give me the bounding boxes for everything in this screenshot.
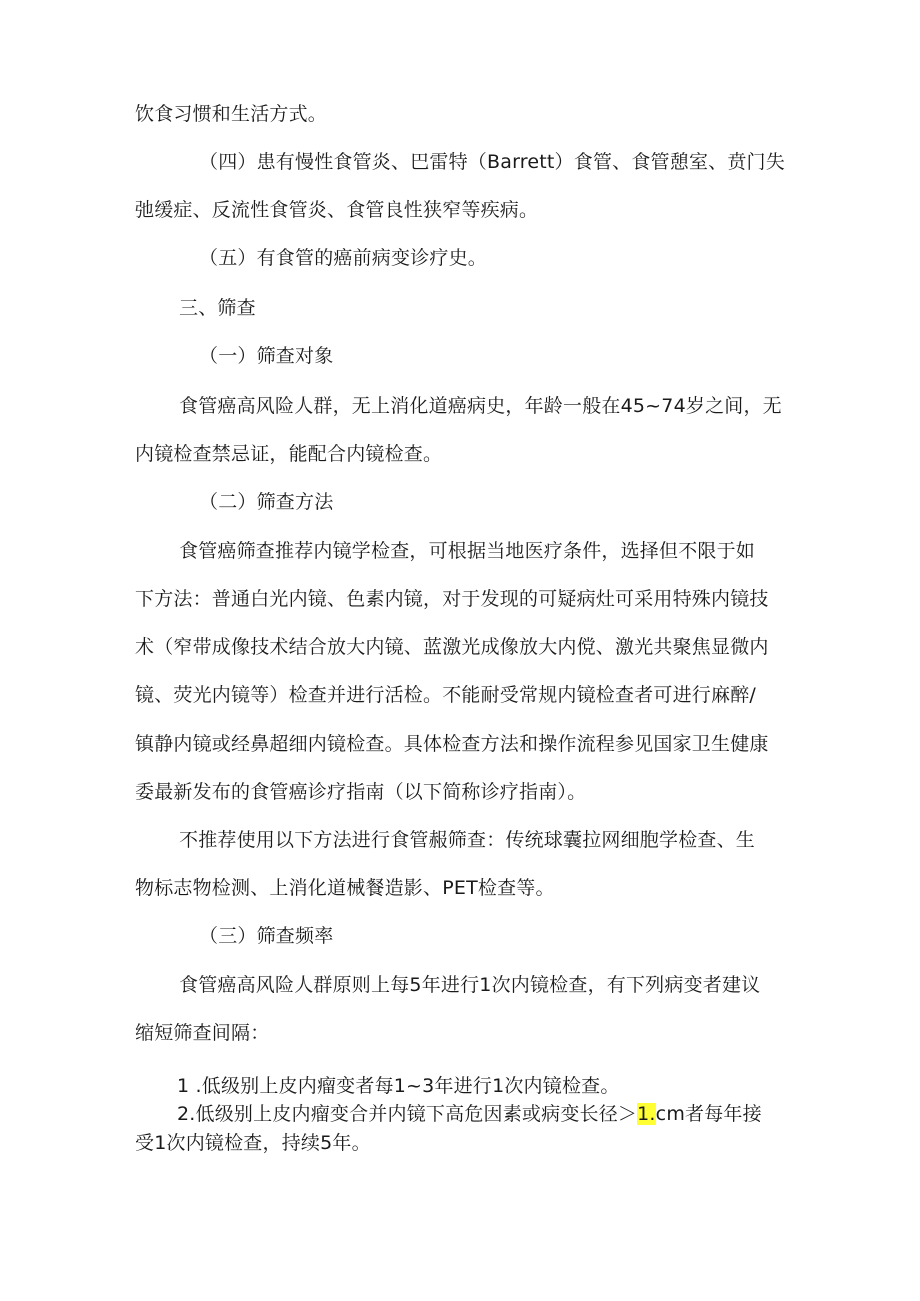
text-line: 委最新发布的食管癌诊疗指南（以下简称诊疗指南）。: [135, 781, 587, 803]
text-line: 食管癌高风险人群，无上消化道癌病史，年龄一般在45~74岁之间，无: [179, 395, 782, 417]
list-item: 1 .低级别上皮内瘤变者每1~3年进行1次内镜检查。: [177, 1075, 620, 1097]
text-line: （五）有食管的癌前病变诊疗史。: [199, 247, 488, 269]
text-line: 受1次内镜检查，持续5年。: [135, 1132, 371, 1154]
highlighted-text: 1.: [637, 1103, 656, 1125]
text-line: 下方法：普通白光内镜、色素内镜，对于发现的可疑病灶可采用特殊内镜技: [135, 588, 769, 610]
list-item: [177, 1101, 762, 1127]
text-line: 内镜检查禁忌证，能配合内镜检查。: [135, 443, 443, 465]
list-item-text: cm者每年接: [655, 1103, 762, 1125]
text-line: 镜、荧光内镜等）检查并进行活检。不能耐受常规内镜检查者可进行麻醉/: [135, 684, 757, 706]
text-line: 物标志物检测、上消化道械餐造影、PET检查等。: [135, 877, 555, 899]
subsection-heading: （二）筛查方法: [199, 491, 334, 513]
section-heading: 三、筛查: [179, 297, 256, 319]
text-line: （四）患有慢性食管炎、巴雷特（Barrett）食管、食管憩室、贲门失: [199, 151, 785, 173]
text-line: 弛缓症、反流性食管炎、食管良性狭窄等疾病。: [135, 199, 539, 221]
text-line: 饮食习惯和生活方式。: [135, 103, 328, 125]
text-line: 食管癌筛查推荐内镜学检查，可根据当地医疗条件，选择但不限于如: [179, 540, 756, 562]
text-line: 不推荐使用以下方法进行食管赧筛查：传统球囊拉网细胞学检查、生: [179, 829, 756, 851]
subsection-heading: （三）筛查频率: [199, 925, 334, 947]
text-line: 镇静内镜或经鼻超细内镜检查。具体检查方法和操作流程参见国家卫生健康: [135, 733, 769, 755]
text-line: 食管癌高风险人群原则上每5年进行1次内镜检查，有下列病变者建议: [179, 974, 761, 996]
text-line: 术（窄带成像技术结合放大内镜、蓝激光成像放大内傥、激光共聚焦显微内: [135, 636, 769, 658]
text-line: 缩短筛查间隔：: [135, 1022, 270, 1044]
list-item-text: 2.低级别上皮内瘤变合并内镜下高危因素或病变长径＞: [177, 1103, 638, 1125]
subsection-heading: （一）筛查对象: [199, 345, 334, 367]
